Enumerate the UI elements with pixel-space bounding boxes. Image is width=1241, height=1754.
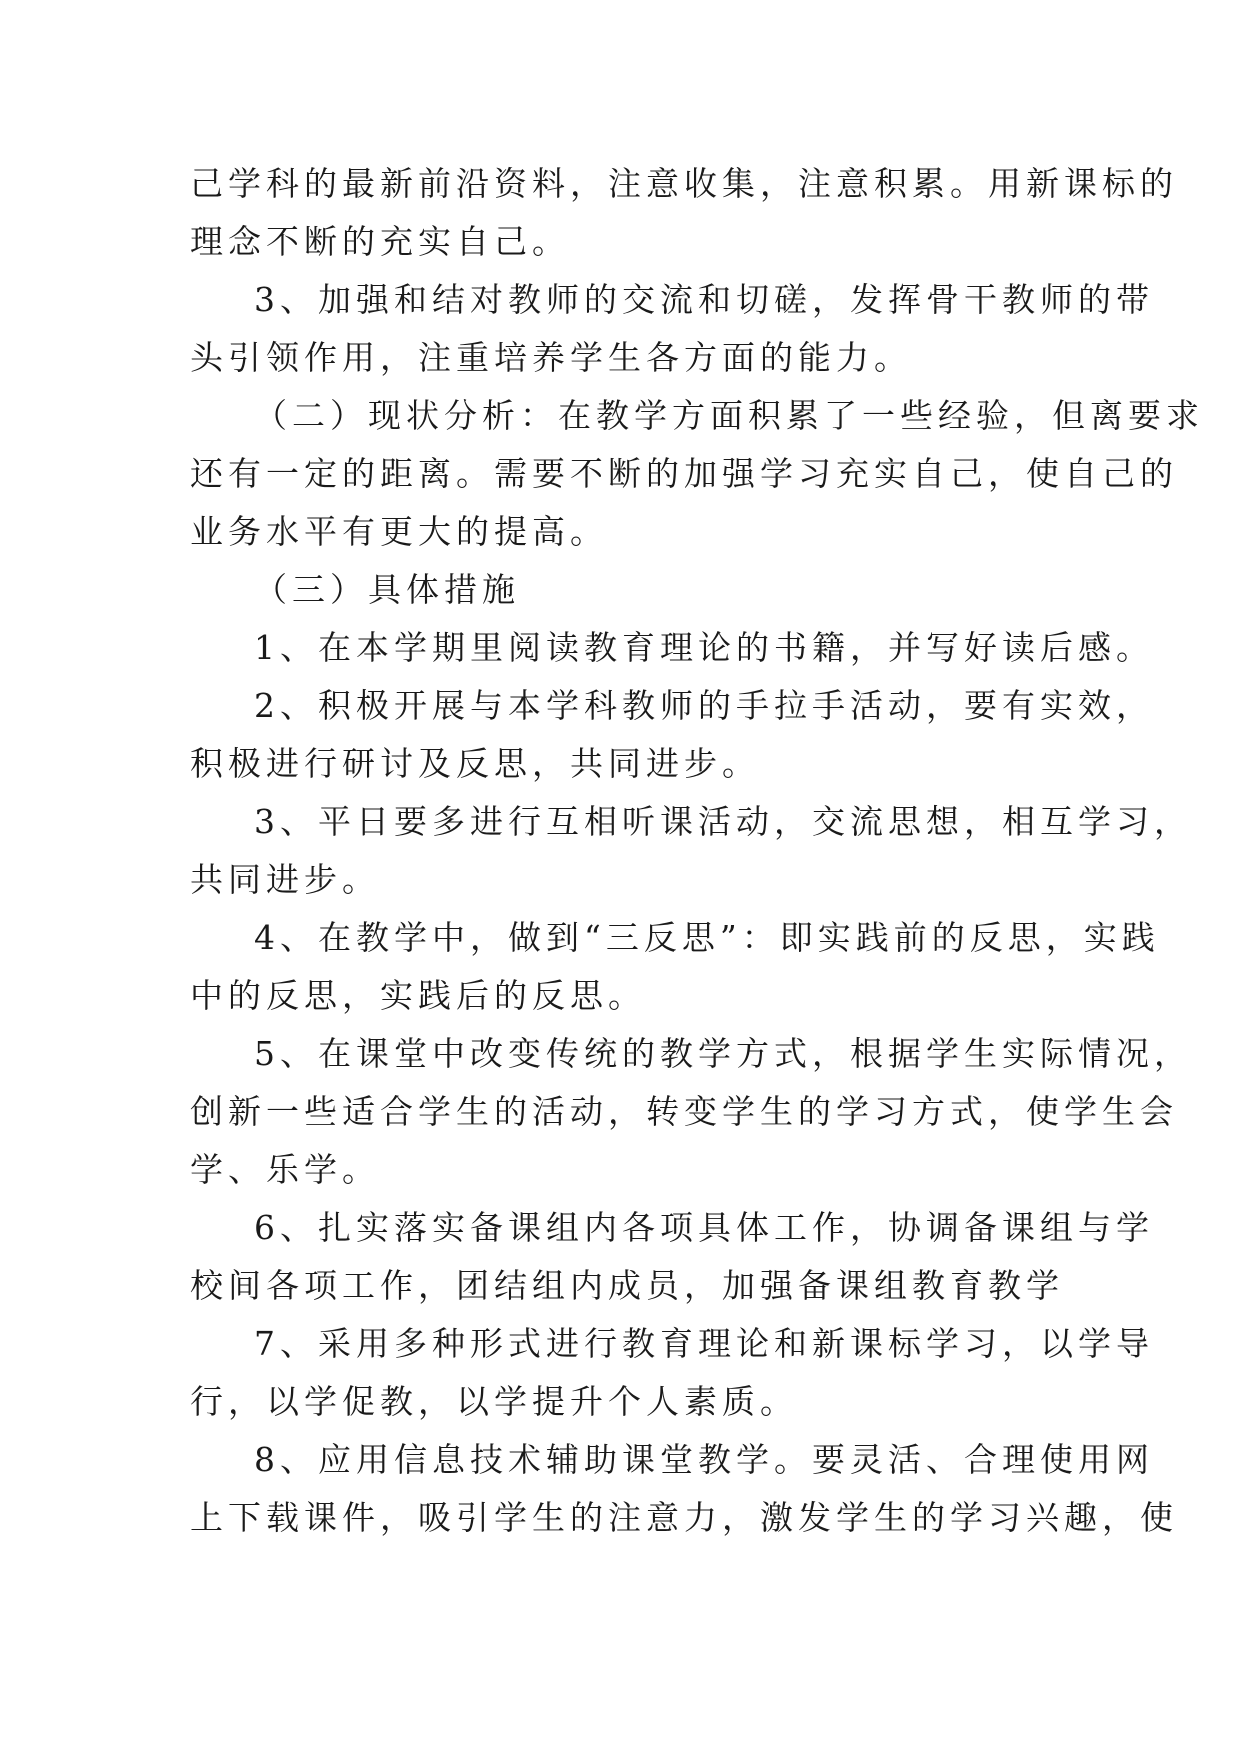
text-line: 校间各项工作，团结组内成员，加强备课组教育教学 [190, 1266, 1064, 1305]
text-line: 8、应用信息技术辅助课堂教学。要灵活、合理使用网 [254, 1440, 1154, 1479]
text-line: 还有一定的距离。需要不断的加强学习充实自己，使自己的 [190, 454, 1178, 493]
text-line: 头引领作用，注重培养学生各方面的能力。 [190, 338, 912, 377]
text-line: 积极进行研讨及反思，共同进步。 [190, 744, 760, 783]
text-line: 共同进步。 [190, 860, 380, 899]
text-line: 5、在课堂中改变传统的教学方式，根据学生实际情况， [254, 1034, 1192, 1073]
section-heading: （三）具体措施 [254, 570, 520, 609]
text-line: 学、乐学。 [190, 1150, 380, 1189]
text-line: 7、采用多种形式进行教育理论和新课标学习，以学导 [254, 1324, 1154, 1363]
text-line: 创新一些适合学生的活动，转变学生的学习方式，使学生会 [190, 1092, 1178, 1131]
text-line: （二）现状分析：在教学方面积累了一些经验，但离要求 [254, 396, 1204, 435]
text-line: 行，以学促教，以学提升个人素质。 [190, 1382, 798, 1421]
text-line: 3、加强和结对教师的交流和切磋，发挥骨干教师的带 [254, 280, 1154, 319]
text-line: 2、积极开展与本学科教师的手拉手活动，要有实效， [254, 686, 1154, 725]
text-line: 己学科的最新前沿资料，注意收集，注意积累。用新课标的 [190, 164, 1178, 203]
text-line: 4、在教学中，做到“三反思”：即实践前的反思，实践 [254, 918, 1160, 957]
text-line: 1、在本学期里阅读教育理论的书籍，并写好读后感。 [254, 628, 1154, 667]
text-line: 上下载课件，吸引学生的注意力，激发学生的学习兴趣，使 [190, 1498, 1178, 1537]
text-line: 理念不断的充实自己。 [190, 222, 570, 261]
text-line: 3、平日要多进行互相听课活动，交流思想，相互学习， [254, 802, 1192, 841]
text-line: 中的反思，实践后的反思。 [190, 976, 646, 1015]
text-line: 业务水平有更大的提高。 [190, 512, 608, 551]
text-line: 6、扎实落实备课组内各项具体工作，协调备课组与学 [254, 1208, 1154, 1247]
